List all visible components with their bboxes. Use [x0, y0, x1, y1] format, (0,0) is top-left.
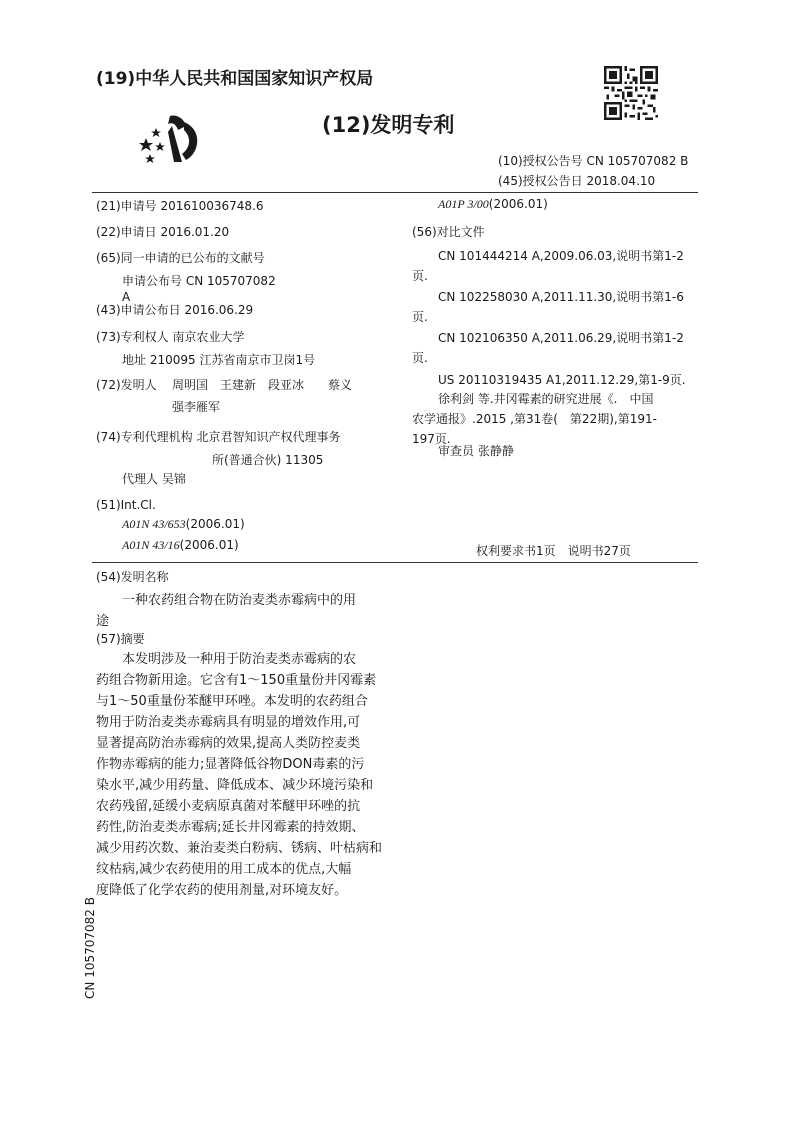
- reference-1-continued: 页.: [412, 269, 428, 283]
- ipc-class-1: [122, 517, 245, 532]
- abstract-label: (57)摘要: [96, 632, 145, 646]
- abstract-line: 农药残留,延缓小麦病原真菌对苯醚甲环唑的抗: [96, 799, 361, 814]
- prior-publication-kind: A: [122, 290, 131, 304]
- prior-publication-heading: (65)同一申请的已公布的文献号: [96, 251, 265, 265]
- application-number: (21)申请号 201610036748.6: [96, 199, 264, 213]
- bibliography-divider: [92, 562, 698, 563]
- abstract-line: 药性,防治麦类赤霉病;延长井冈霉素的持效期、: [96, 820, 365, 835]
- inventors-line-1: 周明国 王建新 段亚冰 蔡义: [172, 378, 353, 392]
- prior-publication-number: 申请公布号 CN 105707082: [122, 274, 276, 288]
- filing-date: (22)申请日 2016.01.20: [96, 225, 230, 239]
- page-count: 权利要求书1页 说明书27页: [476, 544, 631, 558]
- abstract-line: 药组合物新用途。它含有1～150重量份井冈霉素: [96, 673, 377, 688]
- title-label: (54)发明名称: [96, 570, 169, 584]
- ipc-class-2-code: A01N 43/16: [122, 538, 180, 552]
- address: 地址 210095 江苏省南京市卫岗1号: [122, 353, 316, 367]
- ipc-class-1-code: A01N 43/653: [122, 517, 186, 531]
- publication-date: (43)申请公布日 2016.06.29: [96, 303, 254, 317]
- abstract-line: 度降低了化学农药的使用剂量,对环境友好。: [96, 883, 348, 898]
- patentee: (73)专利权人 南京农业大学: [96, 330, 245, 344]
- reference-5-line-2: 农学通报》.2015 ,第31卷( 第22期),第191-: [412, 412, 657, 426]
- office-name: (19)中华人民共和国国家知识产权局: [96, 69, 374, 89]
- inventors-line-2: 强李雁军: [172, 400, 221, 414]
- abstract-line: 显著提高防治赤霉病的效果,提高人类防控麦类: [96, 736, 361, 751]
- reference-2-continued: 页.: [412, 310, 428, 324]
- ipc-class-2-version: (2006.01): [179, 538, 239, 552]
- grant-number: (10)授权公告号 CN 105707082 B: [498, 154, 689, 168]
- inventors-label: (72)发明人: [96, 378, 157, 392]
- invention-title-line-2: 途: [96, 614, 110, 629]
- reference-3: CN 102106350 A,2011.06.29,说明书第1-2: [438, 331, 684, 345]
- reference-3-continued: 页.: [412, 351, 428, 365]
- agent: 代理人 吴锦: [122, 472, 186, 486]
- reference-5-line-3: 197页.: [412, 432, 451, 446]
- agency-line-2: 所(普通合伙) 11305: [212, 453, 324, 467]
- reference-5-line-1: 徐利剑 等.井冈霉素的研究进展《. 中国: [438, 392, 654, 406]
- abstract-line: 纹枯病,减少农药使用的用工成本的优点,大幅: [96, 862, 352, 877]
- header-divider: [92, 192, 698, 193]
- abstract-line: 减少用药次数、兼治麦类白粉病、锈病、叶枯病和: [96, 841, 383, 856]
- ipc-class-2: [122, 538, 239, 553]
- side-patent-number: CN 105707082 B: [83, 897, 97, 999]
- examiner: 审查员 张静静: [438, 444, 514, 458]
- ipc-class-3: [438, 197, 548, 212]
- ipc-class-3-version: (2006.01): [488, 197, 548, 211]
- abstract-line: 物用于防治麦类赤霉病具有明显的增效作用,可: [96, 715, 361, 730]
- abstract-line: 与1～50重量份苯醚甲环唑。本发明的农药组合: [96, 694, 368, 709]
- references-label: (56)对比文件: [412, 225, 485, 239]
- ipc-label: (51)Int.Cl.: [96, 498, 156, 512]
- ipc-class-1-version: (2006.01): [185, 517, 245, 531]
- document-type: (12)发明专利: [322, 113, 455, 137]
- reference-4: US 20110319435 A1,2011.12.29,第1-9页.: [438, 373, 686, 387]
- agency-line-1: (74)专利代理机构 北京君智知识产权代理事务: [96, 430, 341, 444]
- abstract-line: 作物赤霉病的能力;显著降低谷物DON毒素的污: [96, 757, 365, 772]
- grant-date: (45)授权公告日 2018.04.10: [498, 174, 656, 188]
- abstract-line: 染水平,减少用药量、降低成本、减少环境污染和: [96, 778, 374, 793]
- abstract-line: 本发明涉及一种用于防治麦类赤霉病的农: [96, 652, 357, 667]
- ipc-class-3-code: A01P 3/00: [438, 197, 489, 211]
- cnipa-logo: [132, 108, 210, 168]
- qr-code-icon: [604, 66, 658, 120]
- invention-title-line-1: 一种农药组合物在防治麦类赤霉病中的用: [122, 593, 357, 608]
- reference-1: CN 101444214 A,2009.06.03,说明书第1-2: [438, 249, 684, 263]
- reference-2: CN 102258030 A,2011.11.30,说明书第1-6: [438, 290, 684, 304]
